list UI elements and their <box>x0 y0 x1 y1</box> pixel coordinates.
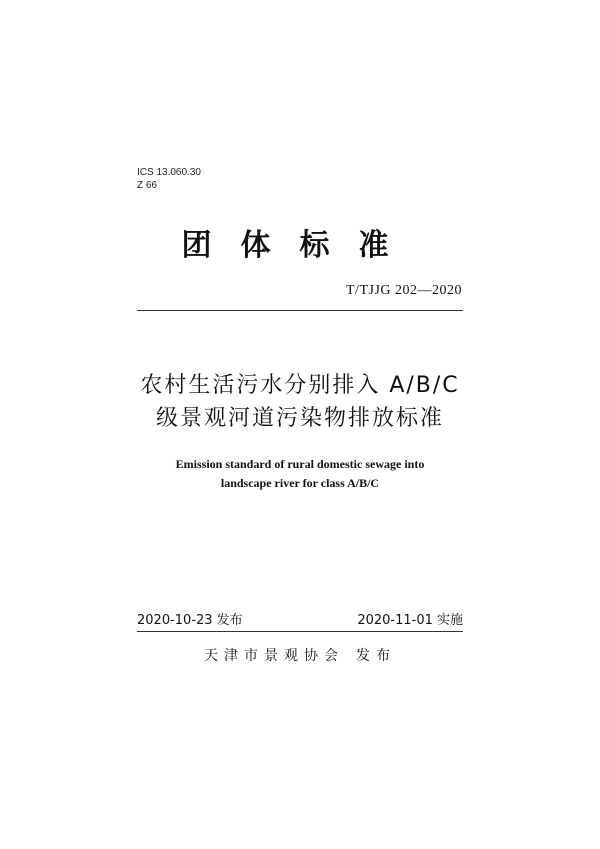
standard-number: T/TJJG 202—2020 <box>346 283 462 298</box>
publisher-line <box>100 645 500 665</box>
footer-divider <box>137 631 463 632</box>
chinese-title-line-2: 级景观河道污染物排放标准 <box>155 406 444 431</box>
english-title-line-2: landscape river for class A/B/C <box>220 476 380 490</box>
header-divider <box>137 310 463 311</box>
issue-date: 2020-10-23 发布 <box>137 613 243 628</box>
ics-code: ICS 13.060.30 <box>137 167 201 178</box>
english-title-line-1: Emission standard of rural domestic sewage into <box>175 457 425 471</box>
chinese-title-line-1: 农村生活污水分别排入 A/B/C <box>140 373 460 398</box>
classification-codes <box>137 166 201 192</box>
chinese-title <box>100 369 500 435</box>
publisher-name: 天津市景观协会 <box>204 648 344 664</box>
ccs-code: Z 66 <box>137 180 158 191</box>
publisher-action: 发布 <box>356 648 396 664</box>
standard-type-heading: 团体标准 <box>181 228 418 263</box>
implementation-date: 2020-11-01 实施 <box>357 613 463 628</box>
english-title <box>100 455 500 493</box>
